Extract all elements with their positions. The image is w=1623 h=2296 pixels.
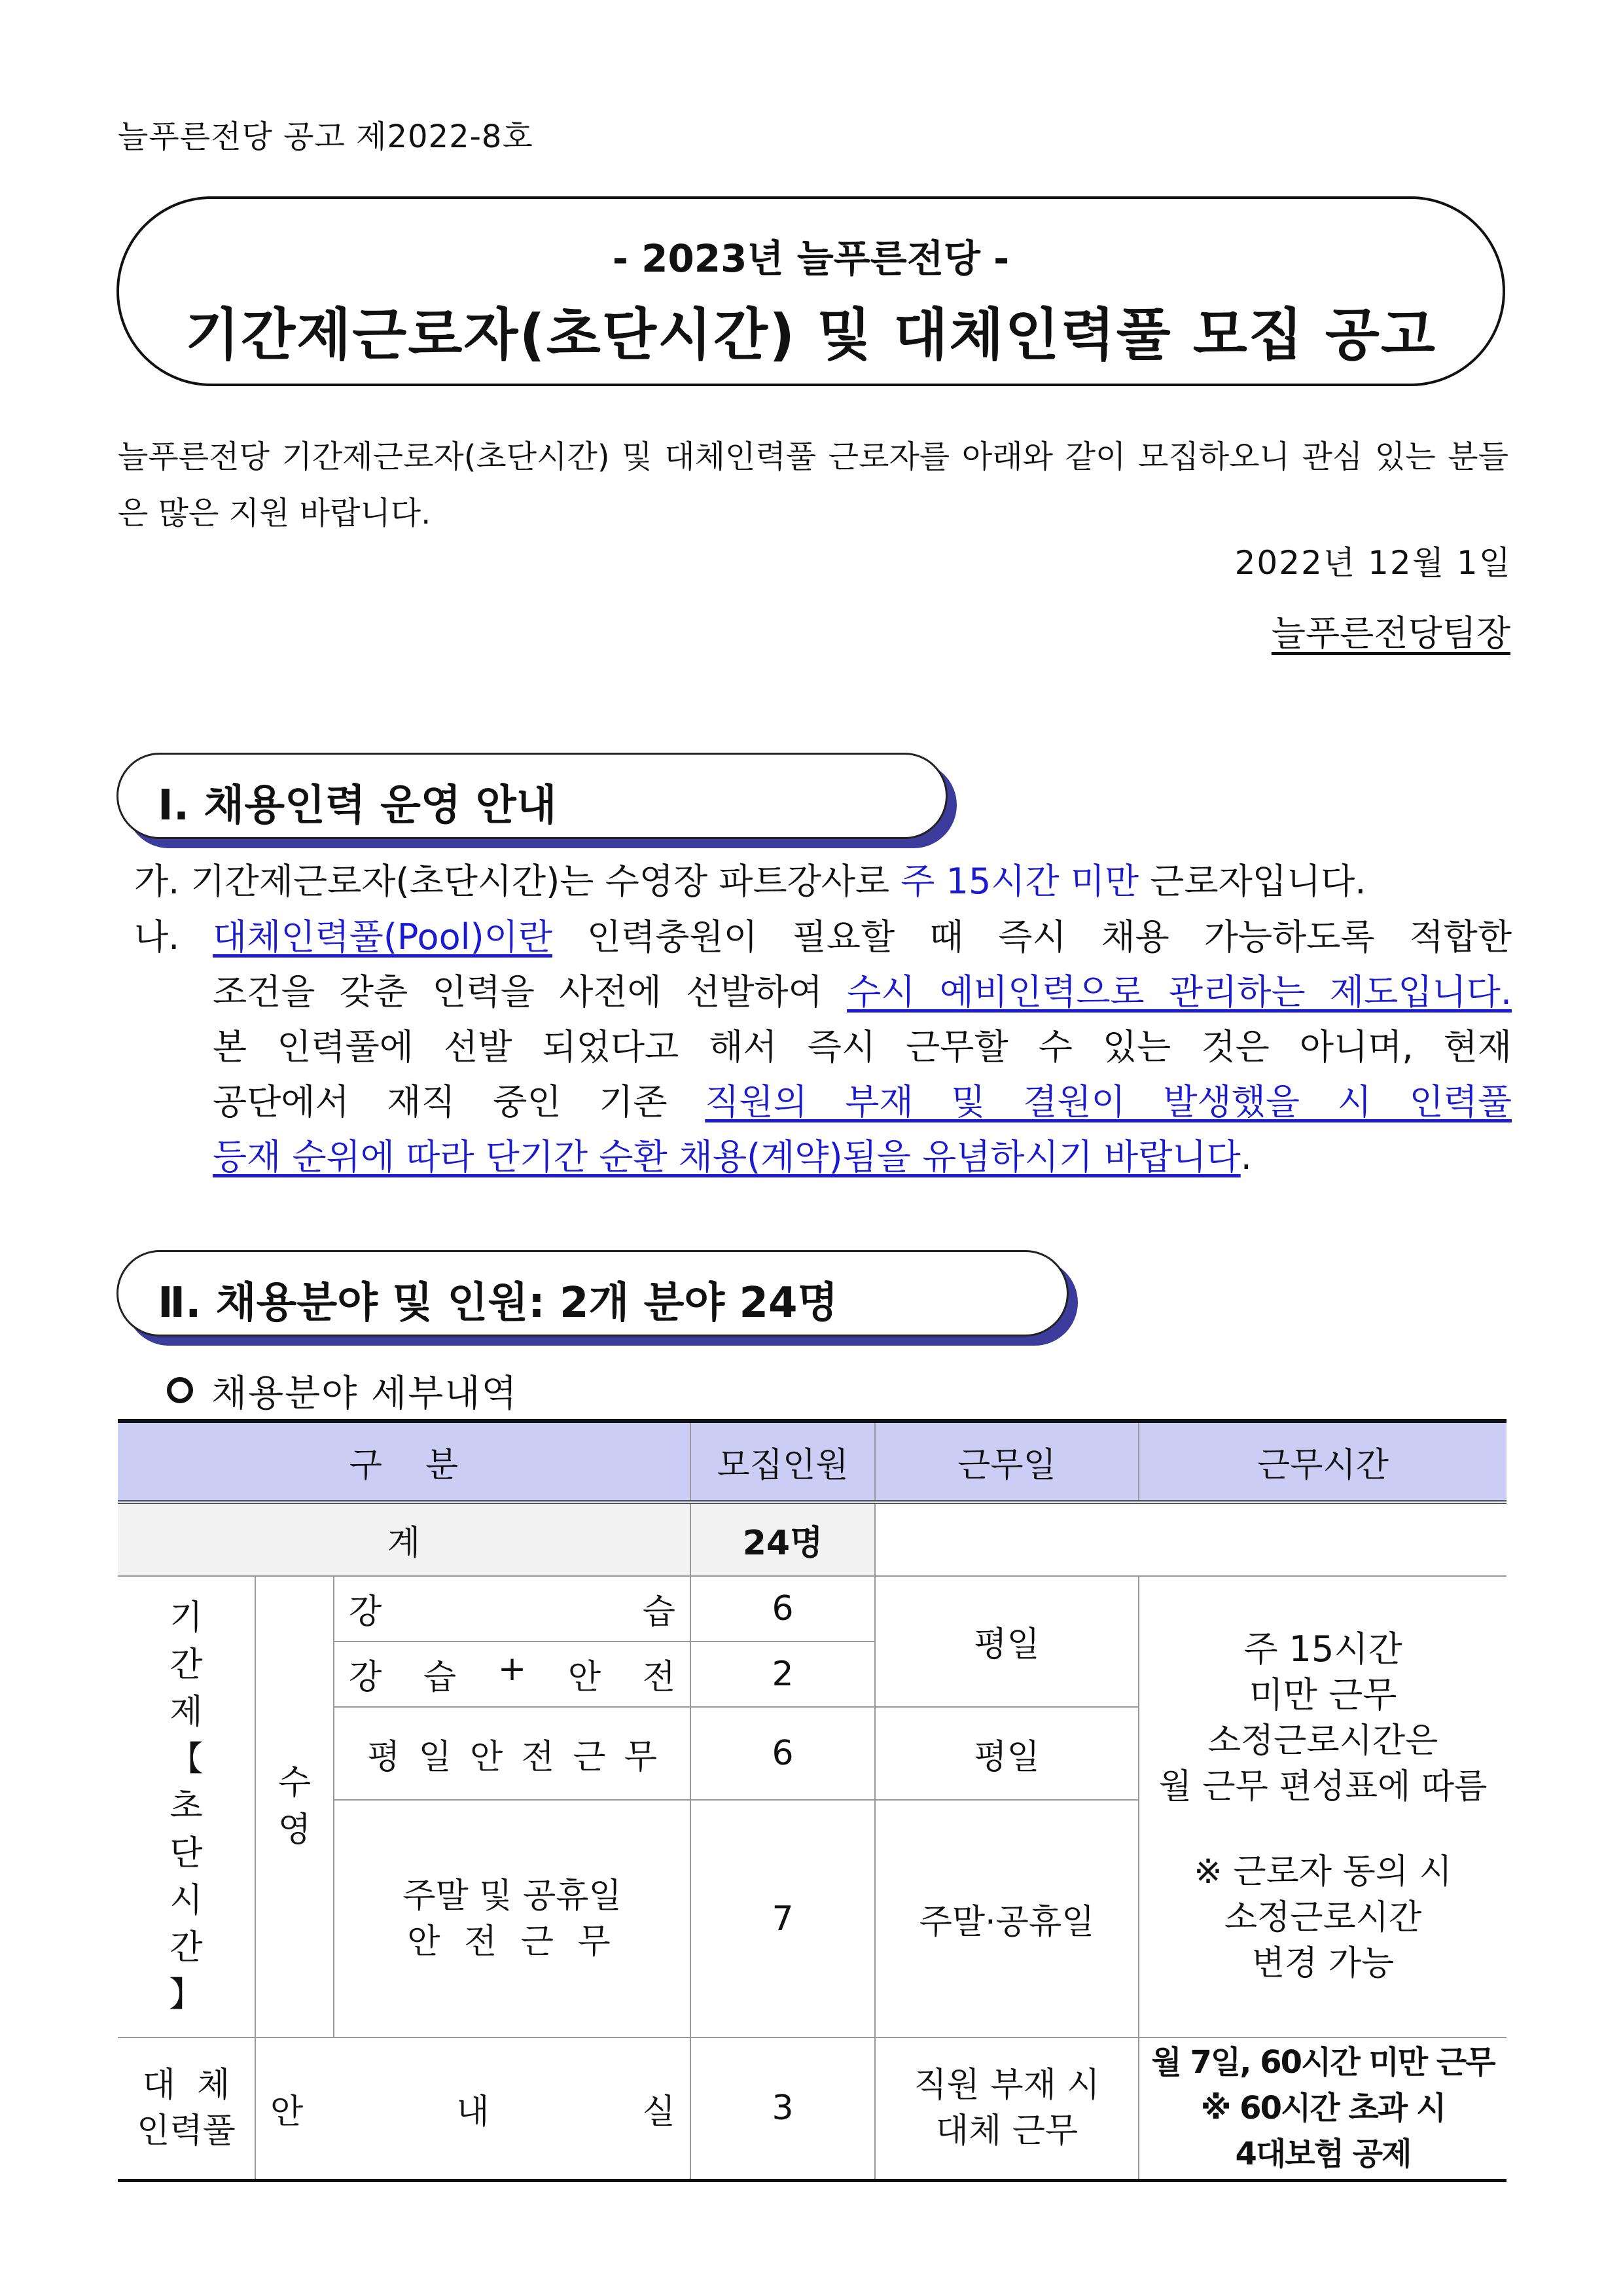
row-count: 3 — [690, 2037, 875, 2181]
item-ga — [134, 854, 1515, 909]
row-days: 평일 — [875, 1576, 1139, 1707]
item-ga-text: 기간제근로자(초단시간)는 수영장 파트강사로 — [190, 861, 901, 902]
signer: 늘푸른전당팀장 — [1271, 613, 1510, 654]
table-subheading — [167, 1365, 518, 1417]
hours-note: 주 15시간 미만 근무 소정근로시간은 월 근무 편성표에 따름 ※ 근로자 동의 시 소정근로시간 변경 가능 — [1139, 1576, 1507, 2037]
item-na-text3: 본 인력풀에 선발 되었다고 해서 즉시 근무할 수 있는 것은 아니며, 현재 — [213, 1026, 1512, 1067]
header-category: 구 분 — [118, 1421, 690, 1502]
item-na-text1: 인력충원이 필요할 때 즉시 채용 가능하도록 적합한 — [552, 916, 1512, 958]
table-row — [118, 2037, 1507, 2181]
row-days: 평일 — [875, 1707, 1139, 1800]
table-row — [118, 1576, 1507, 1641]
total-count: 24명 — [690, 1502, 875, 1575]
total-blank — [875, 1502, 1507, 1575]
item-na-end: . — [1240, 1136, 1252, 1177]
item-na-line3 — [213, 1020, 1512, 1075]
item-na-text4: 공단에서 재직 중인 기존 — [213, 1081, 705, 1122]
item-na-line2 — [213, 965, 1512, 1020]
total-label: 계 — [118, 1502, 690, 1575]
row-name: 주말 및 공휴일 안 전 근 무 — [334, 1800, 690, 2037]
header-count: 모집인원 — [690, 1421, 875, 1502]
section2-heading-text: Ⅱ. 채용분야 및 인원: 2개 분야 24명 — [158, 1279, 838, 1327]
row-name: 강 습 + 안 전 — [334, 1641, 690, 1707]
notice-date: 2022년 12월 1일 — [1234, 544, 1512, 582]
row-name: 안 내 실 — [255, 2037, 690, 2181]
item-na-highlight4: 등재 순위에 따라 단기간 순환 채용(계약)됨을 유념하시기 바랍니다 — [213, 1136, 1241, 1177]
section2-heading — [116, 1250, 1069, 1336]
pool-definition-link: 대체인력풀(Pool)이란 — [213, 916, 552, 958]
row-count: 6 — [690, 1576, 875, 1641]
item-na-line4 — [213, 1075, 1512, 1130]
title-subtitle: - 2023년 늘푸른전당 - — [612, 236, 1010, 281]
group1-sublabel: 수 영 — [255, 1576, 334, 2037]
row-days: 직원 부재 시 대체 근무 — [875, 2037, 1139, 2181]
group2-hours: 월 7일, 60시간 미만 근무 ※ 60시간 초과 시 4대보험 공제 — [1139, 2037, 1507, 2181]
group2-label: 대 체 인력풀 — [118, 2037, 255, 2181]
item-na-highlight2: 수시 예비인력으로 관리하는 제도입니다. — [847, 971, 1512, 1013]
row-count: 7 — [690, 1800, 875, 2037]
item-na-highlight3: 직원의 부재 및 결원이 발생했을 시 인력풀 — [705, 1081, 1512, 1122]
title-main: 기간제근로자(초단시간) 및 대체인력풀 모집 공고 — [185, 302, 1436, 368]
section1-heading — [116, 753, 948, 839]
item-ga-mark: 가. — [134, 861, 180, 902]
notice-number: 늘푸른전당 공고 제2022-8호 — [118, 118, 533, 155]
table-subheading-text: 채용분야 세부내역 — [211, 1372, 518, 1415]
total-row — [118, 1502, 1507, 1575]
item-ga-text-after: 근로자입니다. — [1139, 861, 1366, 902]
item-na-line1 — [213, 910, 1512, 965]
item-na-line5 — [213, 1130, 1252, 1185]
row-count: 2 — [690, 1641, 875, 1707]
table-header-row — [118, 1421, 1507, 1502]
intro-paragraph: 늘푸른전당 기간제근로자(초단시간) 및 대체인력풀 근로자를 아래와 같이 모집하오니 관심 있는 분들은 많은 지원 바랍니다. — [118, 439, 1508, 531]
row-name: 강 습 — [334, 1576, 690, 1641]
row-name: 평 일 안 전 근 무 — [334, 1707, 690, 1800]
group1-label: 기 간 제 【 초 단 시 간 】 — [118, 1576, 255, 2037]
row-days: 주말·공휴일 — [875, 1800, 1139, 2037]
recruitment-table — [118, 1419, 1507, 2182]
header-days: 근무일 — [875, 1421, 1139, 1502]
title-box — [116, 196, 1505, 386]
section1-heading-text: Ⅰ. 채용인력 운영 안내 — [158, 781, 557, 830]
item-na-text2: 조건을 갖춘 인력을 사전에 선발하여 — [213, 971, 847, 1013]
header-hours: 근무시간 — [1139, 1421, 1507, 1502]
circle-bullet-icon — [167, 1377, 193, 1403]
item-na-mark: 나. — [134, 916, 180, 958]
row-count: 6 — [690, 1707, 875, 1800]
item-ga-highlight: 주 15시간 미만 — [901, 861, 1139, 902]
